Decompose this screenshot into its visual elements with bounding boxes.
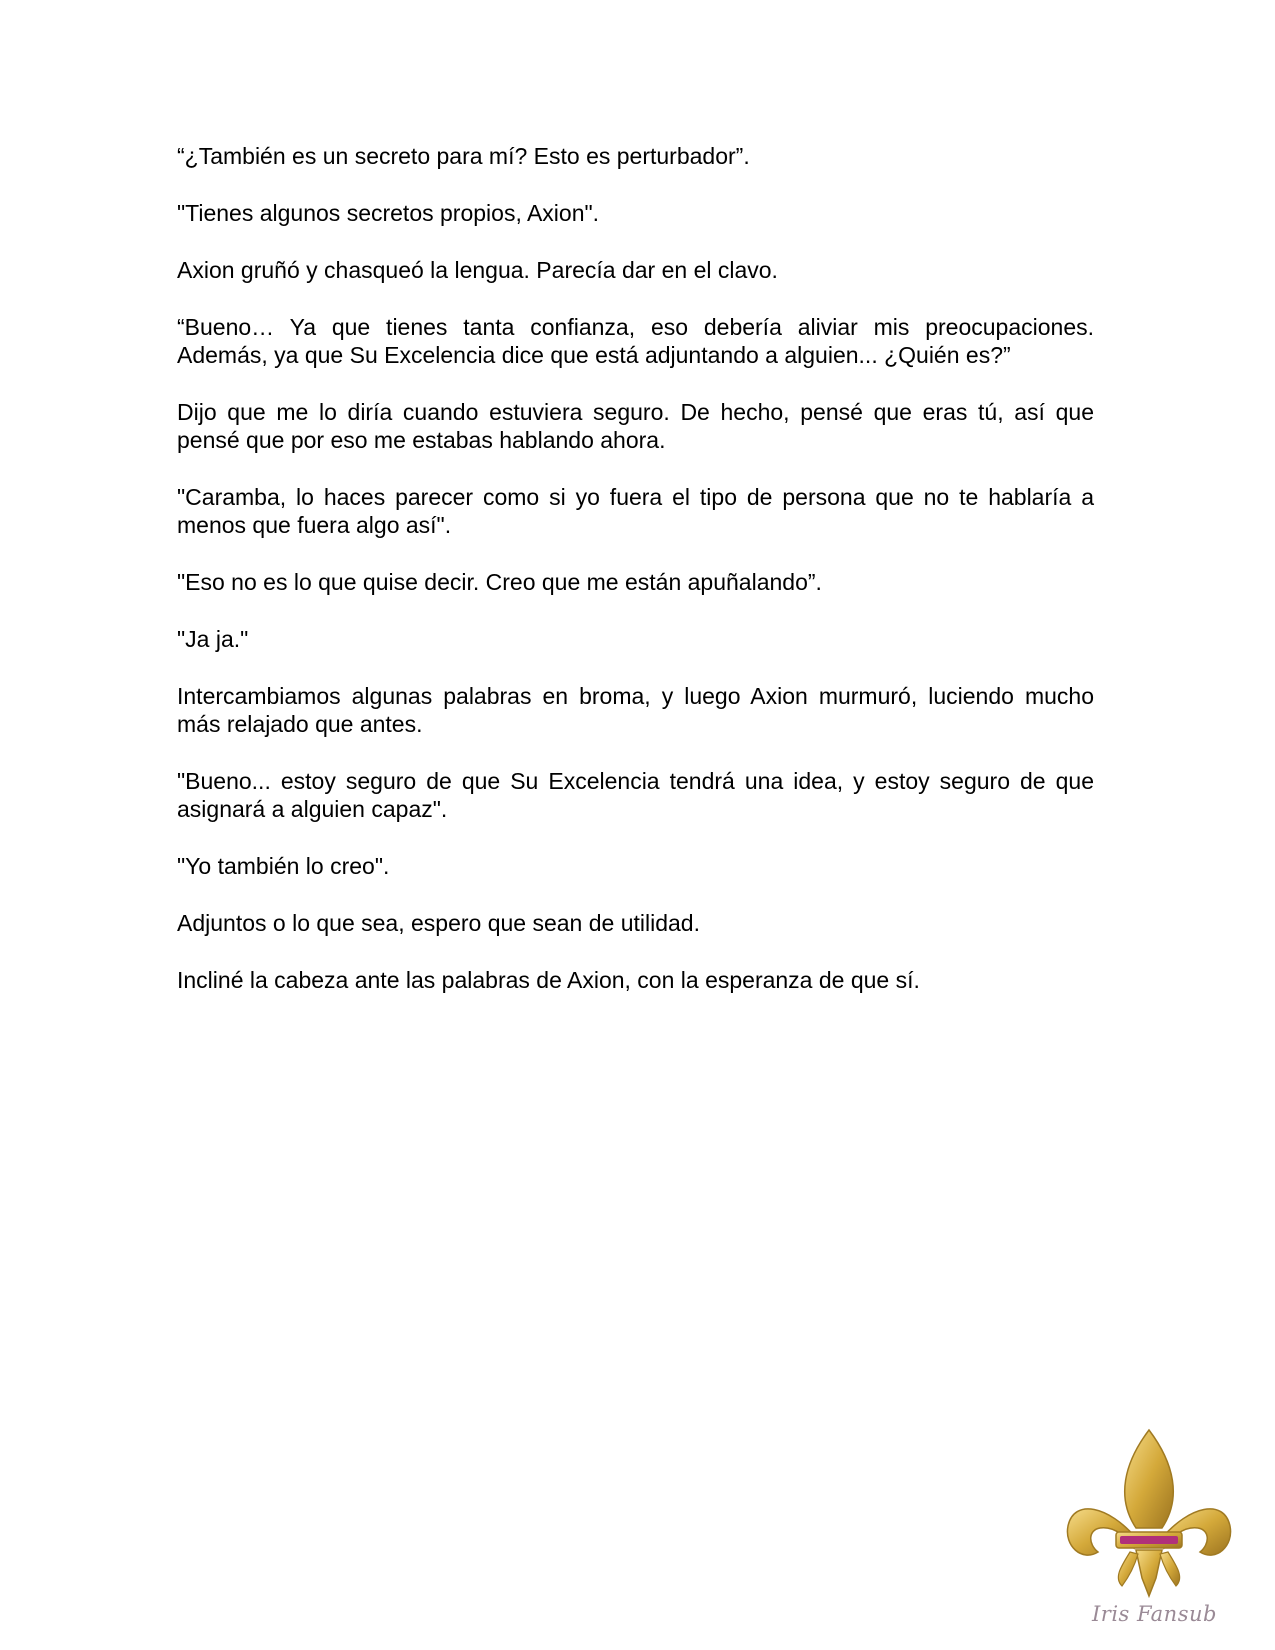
page-body — [177, 142, 1094, 1023]
paragraph-10: "Bueno... estoy seguro de que Su Excelencia tendrá una idea, y estoy seguro de que asignará a alguien capaz". — [177, 768, 1094, 822]
paragraph-4: “Bueno… Ya que tienes tanta confianza, eso debería aliviar mis preocupaciones. Además, ya que Su Excelencia dice que está adjuntando a alguien... ¿Quién es?” — [177, 314, 1094, 368]
paragraph-8: "Ja ja." — [177, 626, 249, 652]
paragraph-7: "Eso no es lo que quise decir. Creo que me están apuñalando”. — [177, 569, 822, 595]
paragraph-13: Incliné la cabeza ante las palabras de Axion, con la esperanza de que sí. — [177, 967, 920, 993]
paragraph-6: "Caramba, lo haces parecer como si yo fuera el tipo de persona que no te hablaría a menos que fuera algo así". — [177, 484, 1094, 538]
paragraph-12: Adjuntos o lo que sea, espero que sean de utilidad. — [177, 910, 700, 936]
paragraph-9: Intercambiamos algunas palabras en broma, y luego Axion murmuró, luciendo mucho más relajado que antes. — [177, 683, 1094, 737]
paragraph-11: "Yo también lo creo". — [177, 853, 390, 879]
logo-text: Iris Fansub — [1092, 1602, 1217, 1626]
paragraph-3: Axion gruñó y chasqueó la lengua. Parecía dar en el clavo. — [177, 257, 778, 283]
paragraph-1: “¿También es un secreto para mí? Esto es perturbador”. — [177, 143, 750, 169]
paragraph-5: Dijo que me lo diría cuando estuviera seguro. De hecho, pensé que eras tú, así que pensé que por eso me estabas hablando ahora. — [177, 399, 1094, 453]
paragraph-2: "Tienes algunos secretos propios, Axion". — [177, 200, 600, 226]
